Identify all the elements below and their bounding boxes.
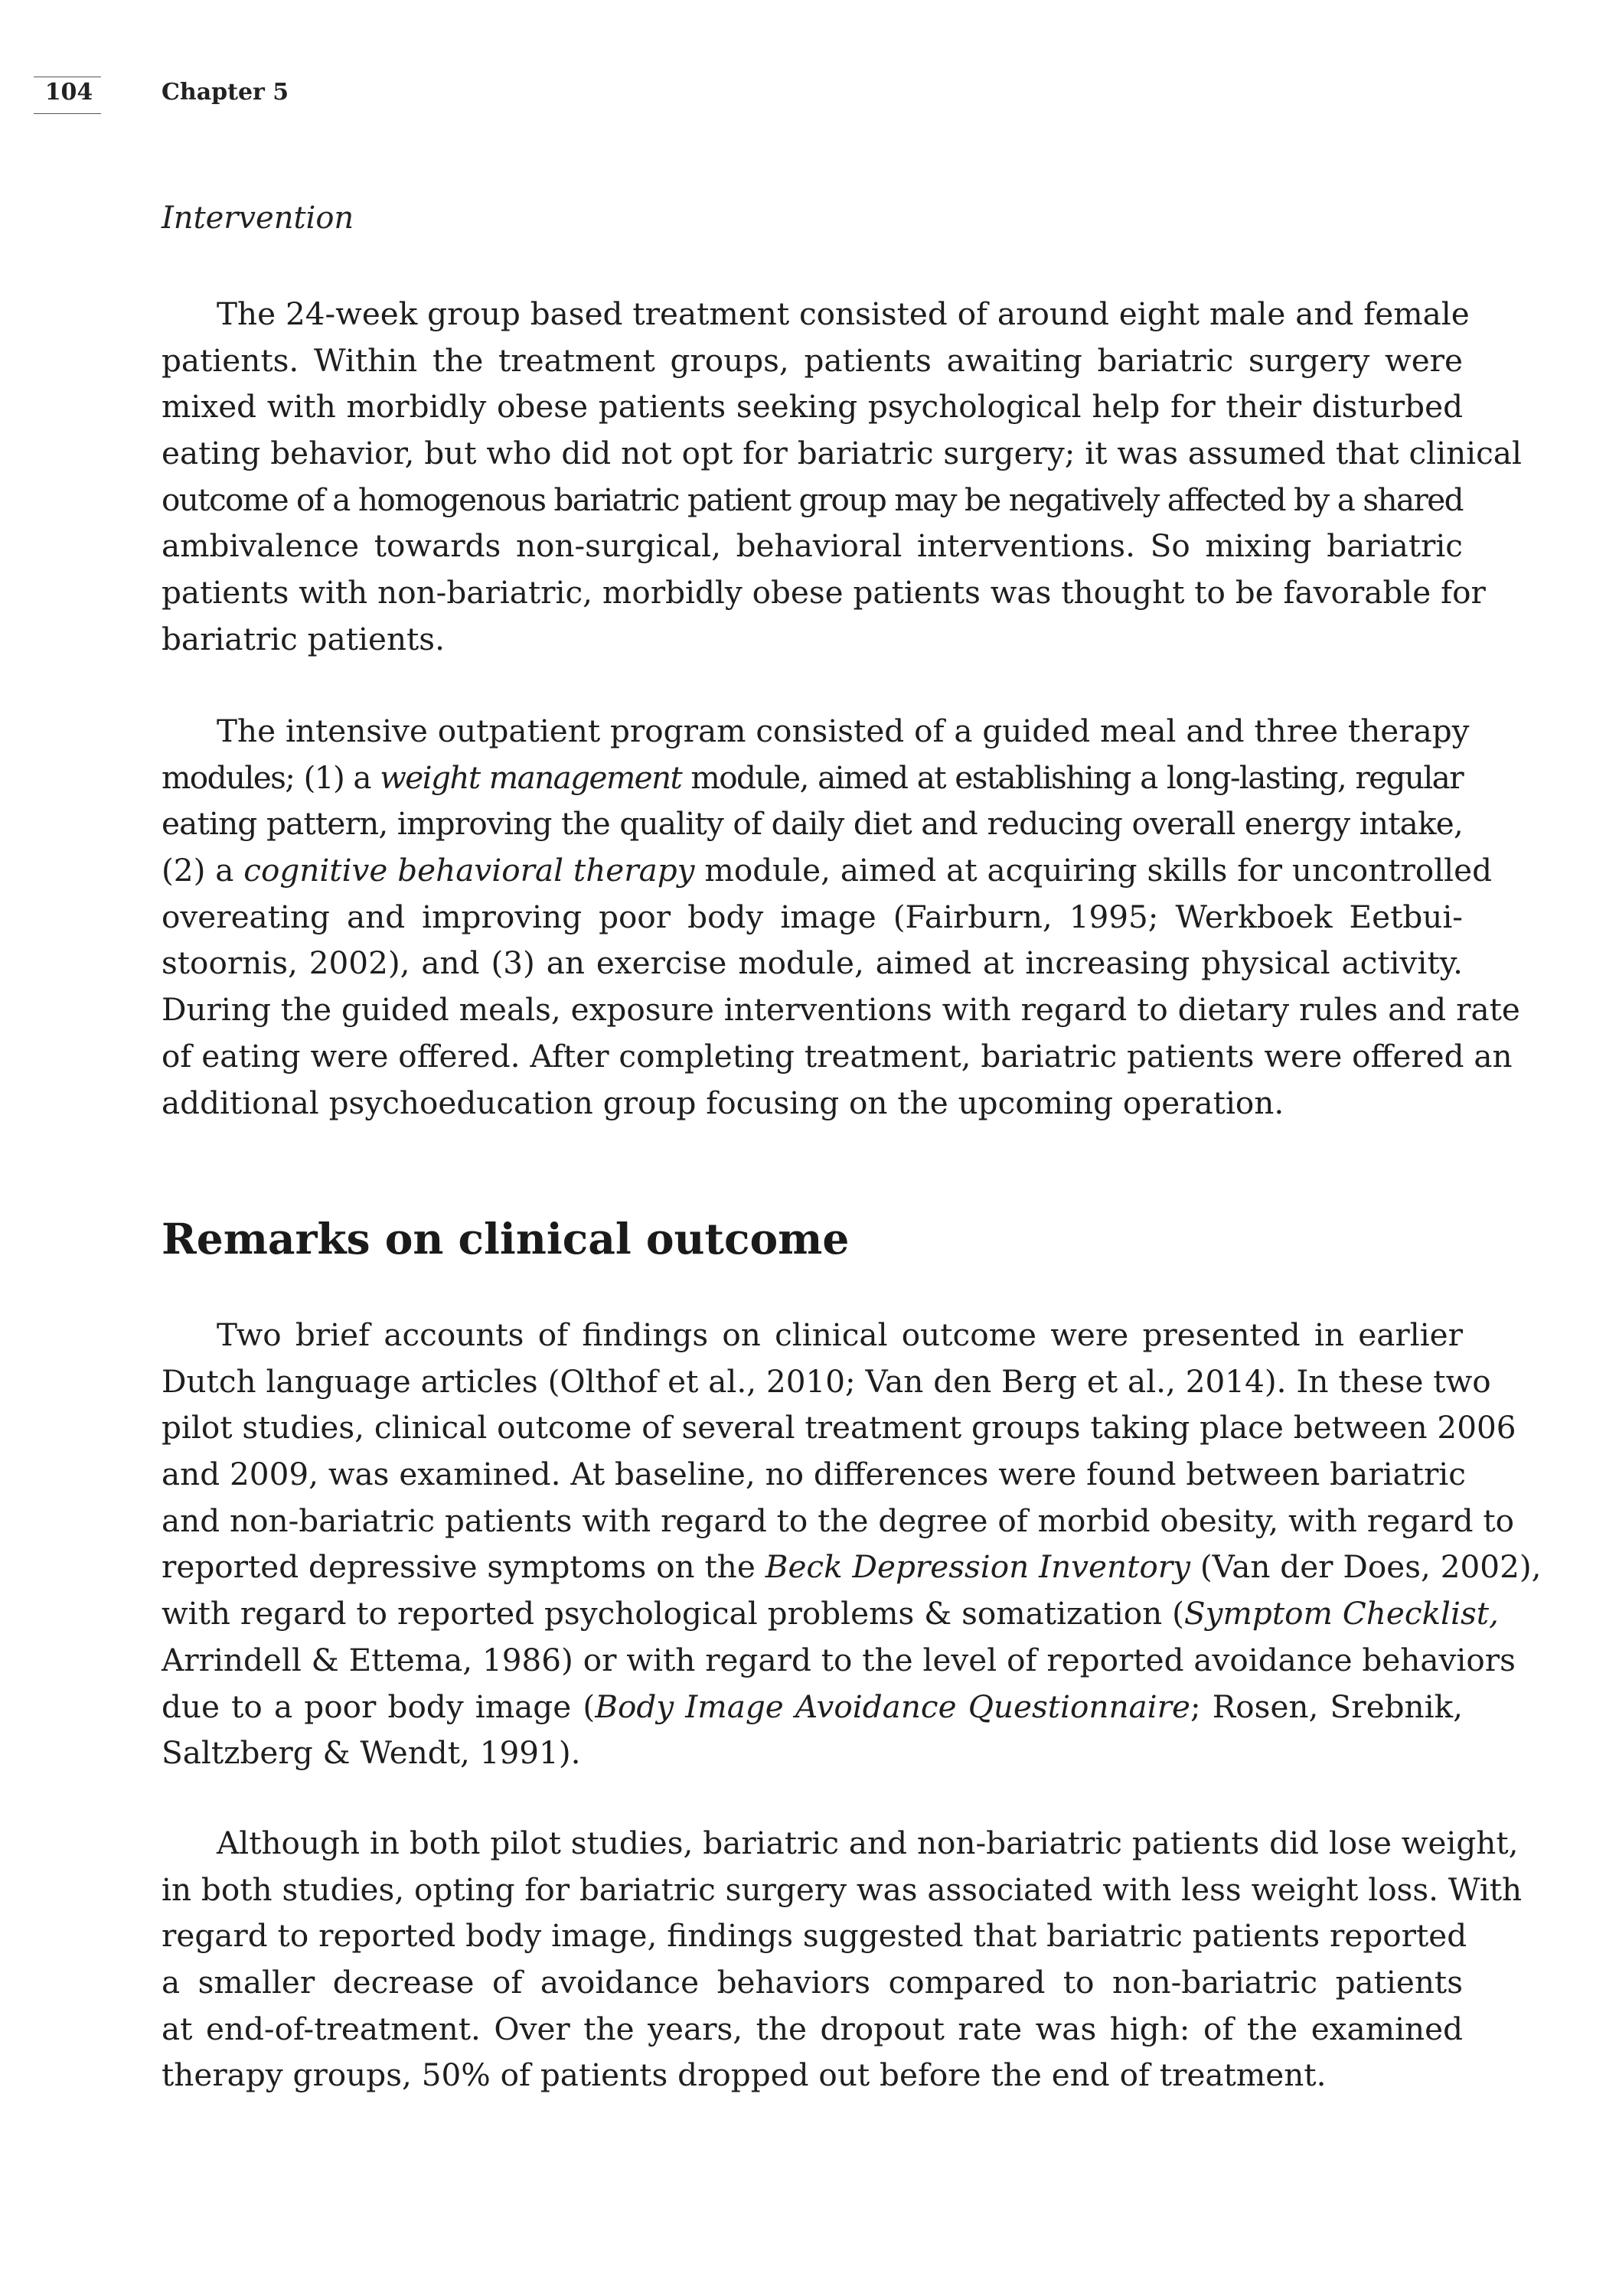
text-line: patients with non-bariatric, morbidly obese patients was thought to be favorable for [162,574,1486,612]
section-label: Intervention [162,201,354,236]
text-run: with regard to reported psychological problems & somatization ( [162,1595,1184,1632]
text-line: ambivalence towards non-surgical, behavioral interventions. So mixing bariatric [162,527,1463,565]
text-run: reported depressive symptoms on the [162,1548,765,1586]
text-line: The intensive outpatient program consisted of a guided meal and three therapy [217,713,1470,749]
text-line [162,847,1493,894]
page-number: 104 [44,79,93,106]
text-line [162,755,1463,801]
text-line: eating pattern, improving the quality of daily diet and reducing overall energy intake, [162,805,1463,843]
text-line: eating behavior, but who did not opt for bariatric surgery; it was assumed that clinical [162,435,1522,472]
text-line: Saltzberg & Wendt, 1991). [162,1734,581,1772]
text-line: overeating and improving poor body image (Fairburn, 1995; Werkboek Eetbui- [162,898,1463,935]
text-line: pilot studies, clinical outcome of several treatment groups taking place between 2006 [162,1409,1516,1446]
paragraph-1 [162,291,1522,663]
text-line: therapy groups, 50% of patients dropped out before the end of treatment. [162,2056,1327,2094]
paragraph-2 [162,708,1520,1126]
text-line: Dutch language articles (Olthof et al., 2010; Van den Berg et al., 2014). In these two [162,1362,1491,1400]
text-line: and 2009, was examined. At baseline, no differences were found between bariatric [162,1456,1466,1493]
italic-term: weight management [380,758,682,796]
text-run: due to a poor body image ( [162,1688,596,1725]
text-line: mixed with morbidly obese patients seeking psychological help for their disturbed [162,388,1463,426]
text-line: additional psychoeducation group focusing on the upcoming operation. [162,1084,1284,1121]
text-line: stoornis, 2002), and (3) an exercise module, aimed at increasing physical activity. [162,944,1463,982]
text-line: Although in both pilot studies, bariatric and non-bariatric patients did lose weight, [217,1825,1519,1861]
text-line: Arrindell & Ettema, 1986) or with regard to the level of reported avoidance behaviors [162,1641,1516,1678]
page-number-rule-bottom [34,113,101,114]
text-line [162,1544,1542,1590]
text-run: modules; (1) a [162,758,380,796]
running-head-chapter: Chapter 5 [162,79,289,106]
section-heading: Remarks on clinical outcome [162,1214,850,1264]
text-line: of eating were offered. After completing treatment, bariatric patients were offered an [162,1037,1513,1075]
text-run: ; Rosen, Srebnik, [1190,1688,1463,1725]
text-line [162,1684,1463,1730]
text-line: a smaller decrease of avoidance behaviors compared to non-bariatric patients [162,1964,1463,2001]
text-line [162,1590,1499,1637]
text-line: patients. Within the treatment groups, patients awaiting bariatric surgery were [162,341,1463,379]
text-run: (2) a [162,852,244,889]
text-line: regard to reported body image, findings suggested that bariatric patients reported [162,1917,1467,1955]
text-line: bariatric patients. [162,620,445,657]
text-run: module, aimed at establishing a long-lasting, regular [681,758,1463,796]
text-line: at end-of-treatment. Over the years, the dropout rate was high: of the examined [162,2010,1463,2047]
paragraph-3 [162,1312,1542,1776]
italic-term: Body Image Avoidance Questionnaire [595,1688,1190,1725]
text-line: outcome of a homogenous bariatric patient group may be negatively affected by a shared [162,481,1463,518]
text-line: in both studies, opting for bariatric surgery was associated with less weight loss. With [162,1870,1523,1908]
text-line: The 24-week group based treatment consisted of around eight male and female [217,295,1470,332]
text-line: and non-bariatric patients with regard to the degree of morbid obesity, with regard to [162,1502,1515,1539]
italic-term: Beck Depression Inventory [765,1548,1190,1586]
paragraph-4 [162,1820,1523,2099]
text-line: Two brief accounts of findings on clinical outcome were presented in earlier [217,1316,1463,1353]
italic-term: Symptom Checklist, [1183,1595,1499,1632]
text-run: module, aimed at acquiring skills for uncontrolled [694,852,1493,889]
italic-term: cognitive behavioral therapy [243,852,695,889]
text-line: During the guided meals, exposure interventions with regard to dietary rules and rate [162,991,1520,1029]
text-run: (Van der Does, 2002), [1190,1548,1542,1586]
